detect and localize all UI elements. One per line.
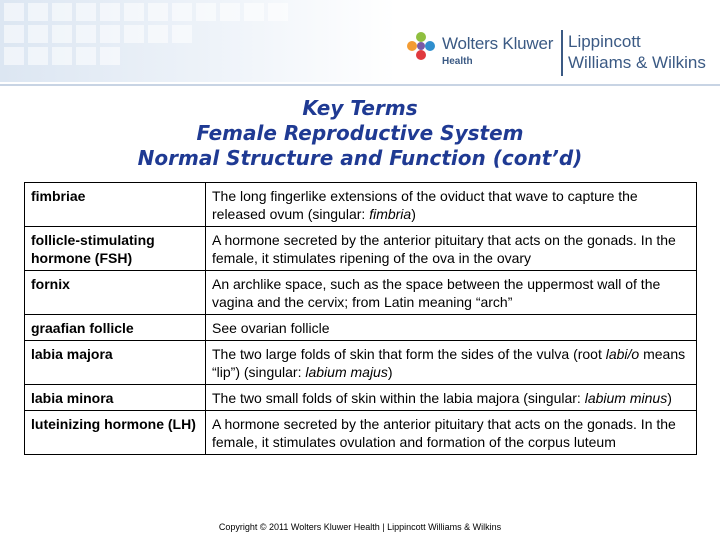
term-cell: labia majora	[25, 341, 206, 385]
key-terms-table	[24, 182, 697, 455]
publisher-logo	[406, 26, 716, 78]
logo-separator	[561, 30, 563, 76]
table-row	[25, 271, 697, 315]
table-row	[25, 385, 697, 411]
table-row	[25, 183, 697, 227]
wolters-kluwer-logo-icon	[406, 31, 436, 61]
definition-cell: The long fingerlike extensions of the oviduct that wave to capture the released ovum (singular: fimbria)	[206, 183, 697, 227]
definition-cell: A hormone secreted by the anterior pituitary that acts on the gonads. In the female, it stimulates ovulation and formation of the corpus luteum	[206, 411, 697, 455]
term-cell: follicle-stimulating hormone (FSH)	[25, 227, 206, 271]
term-cell: luteinizing hormone (LH)	[25, 411, 206, 455]
division-name: Health	[442, 56, 473, 67]
table-row	[25, 411, 697, 455]
term-cell: fimbriae	[25, 183, 206, 227]
term-cell: fornix	[25, 271, 206, 315]
title-line-1: Key Terms	[302, 96, 418, 120]
table-row	[25, 227, 697, 271]
definition-cell: A hormone secreted by the anterior pituitary that acts on the gonads. In the female, it stimulates ripening of the ova in the ovary	[206, 227, 697, 271]
term-cell: graafian follicle	[25, 315, 206, 341]
definition-cell: An archlike space, such as the space between the uppermost wall of the vagina and the cervix; from Latin meaning “arch”	[206, 271, 697, 315]
company-name: Wolters Kluwer	[442, 34, 554, 53]
table-row	[25, 341, 697, 385]
term-cell: labia minora	[25, 385, 206, 411]
copyright-footer: Copyright © 2011 Wolters Kluwer Health | Lippincott Williams & Wilkins	[218, 522, 502, 532]
definition-cell: See ovarian follicle	[206, 315, 697, 341]
title-line-3: Normal Structure and Function (cont’d)	[137, 146, 583, 170]
definition-cell: The two large folds of skin that form the sides of the vulva (root labi/o means “lip”) (singular: labium majus)	[206, 341, 697, 385]
header-divider	[0, 84, 720, 86]
decorative-squares	[0, 0, 360, 82]
definition-cell: The two small folds of skin within the labia majora (singular: labium minus)	[206, 385, 697, 411]
slide-title	[0, 96, 720, 171]
publisher-line-2: Williams & Wilkins	[568, 53, 706, 72]
title-line-2: Female Reproductive System	[196, 121, 524, 145]
table-row	[25, 315, 697, 341]
publisher-line-1: Lippincott	[568, 32, 641, 51]
